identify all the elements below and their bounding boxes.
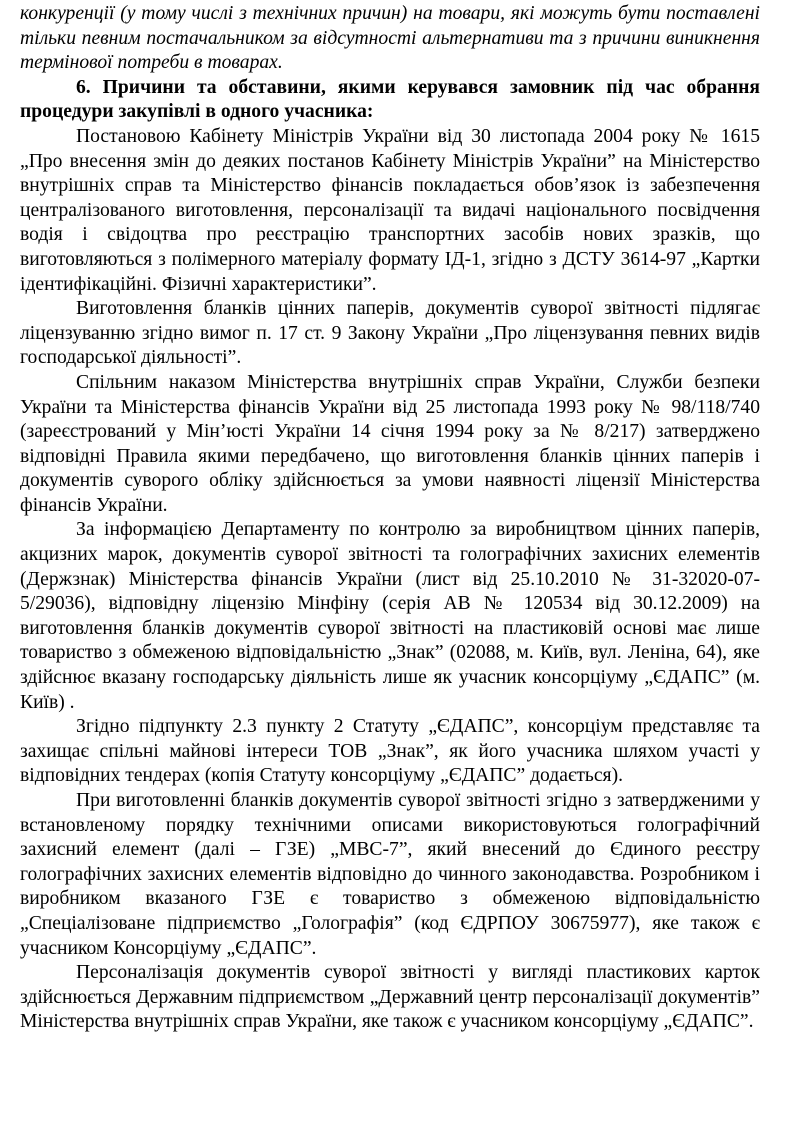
document-page [20,2,760,1035]
paragraph-personalization: Персоналізація документів суворої звітності у вигляді пластикових карток здійснюється Державним підприємством „Державний центр персоналізації документів” Міністерства внутрішніх справ України, яке також є учасником консорціуму „ЄДАПС”. [20,962,760,1033]
paragraph-joint-order: Спільним наказом Міністерства внутрішніх справ України, Служби безпеки України та Міністерства фінансів України від 25 листопада 1993 року № 98/118/740 (зареєстрований у Мін’юсті України 14 січня 1994 року за № 8/217) затверджено відповідні Правила якими передбачено, що виготовлення бланків цінних паперів і документів суворого обліку здійснюється за умови наявності ліцензії Міністерства фінансів України. [20,371,760,516]
paragraph-hologram: При виготовленні бланків документів суворої звітності згідно з затвердженими у встановленому порядку технічними описами використовуються голографічний захисний елемент (далі – ГЗЕ) „МВС-7”, який внесений до Єдиного реєстру голографічних захисних елементів відповідно до чинного законодавства. Розробником і виробником вказаного ГЗЕ є товариство з обмеженою відповідальністю „Спеціалізоване підприємство „Голографія” (код ЄДРПОУ 30675977), яке також є учасником Консорціуму „ЄДАПС”. [20,790,760,959]
paragraph-licensing: Виготовлення бланків цінних паперів, документів суворої звітності підлягає ліцензуванню згідно вимог п. 17 ст. 9 Закону України „Про ліцензування певних видів господарської діяльності”. [20,298,760,369]
paragraph-resolution: Постановою Кабінету Міністрів України від 30 листопада 2004 року № 1615 „Про внесення змін до деяких постанов Кабінету Міністрів України” на Міністерство внутрішніх справ та Міністерство фінансів покладається обов’язок із забезпечення централізованого виготовлення, персоналізації та видачі національного посвідчення водія і свідоцтва про реєстрацію транспортних засобів нових зразків, що виготовляються з полімерного матеріалу формату ІД-1, згідно з ДСТУ 3614-97 „Картки ідентифікаційні. Фізичні характеристики”. [20,125,760,295]
paragraph-statute: Згідно підпункту 2.3 пункту 2 Статуту „ЄДАПС”, консорціум представляє та захищає спільні майнові інтереси ТОВ „Знак”, як його учасника шляхом участі у відповідних тендерах (копія Статуту консорціуму „ЄДАПС” додається). [20,716,760,787]
section-heading: 6. Причини та обставини, якими керувався замовник під час обрання процедури закупівлі в одного учасника: [20,76,760,123]
paragraph-department-info: За інформацією Департаменту по контролю за виробництвом цінних паперів, акцизних марок, документів суворої звітності та голографічних захисних елементів (Держзнак) Міністерства фінансів України (лист від 25.10.2010 № 31-32020-07-5/29036), відповідну ліцензію Мінфіну (серія АВ № 120534 від 30.12.2009) на виготовлення бланків документів суворої звітності на пластиковій основі має лише товариство з обмеженою відповідальністю „Знак” (02088, м. Київ, вул. Леніна, 64), яке здійснює вказану господарську діяльність лише як учасник консорціуму „ЄДАПС” (м. Київ) . [20,519,760,713]
intro-paragraph: конкуренції (у тому числі з технічних причин) на товари, які можуть бути поставлені тільки певним постачальником за відсутності альтернативи та з причини виникнення термінової потреби в товарах. [20,3,760,74]
